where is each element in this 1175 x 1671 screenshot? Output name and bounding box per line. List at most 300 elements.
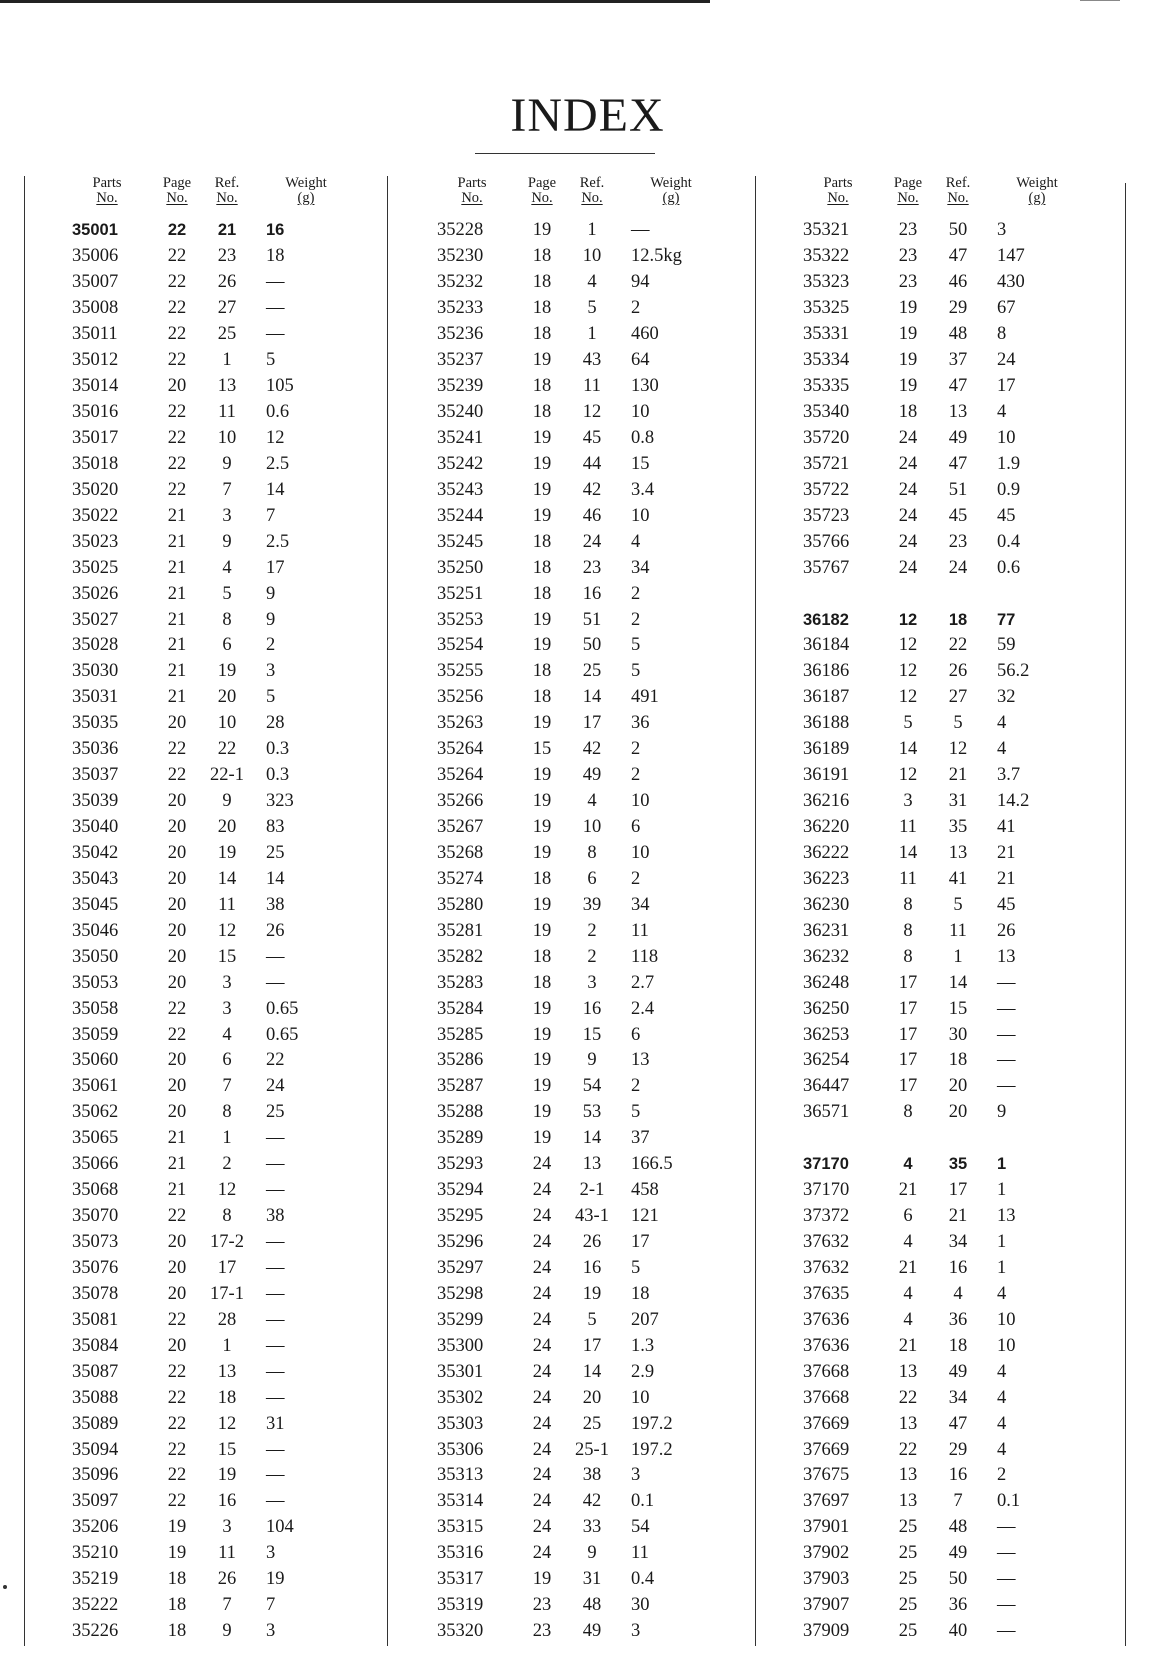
- page-no-cell: 22: [167, 1206, 187, 1227]
- table-row: [437, 1385, 711, 1411]
- table-row: [437, 1204, 711, 1230]
- ref-no-cell: 49: [582, 1621, 602, 1642]
- ref-no-cell: 4: [953, 1283, 963, 1304]
- parts-no-cell: 35073: [72, 1232, 119, 1253]
- weight-cell: 36: [631, 713, 650, 734]
- page-no-cell: 24: [532, 1180, 552, 1201]
- parts-no-cell: 35222: [72, 1595, 119, 1616]
- table-row: [72, 451, 346, 477]
- parts-no-cell: 35233: [437, 298, 484, 319]
- ref-no-cell: 26: [217, 272, 237, 293]
- weight-cell: 56.2: [997, 661, 1030, 682]
- table-row: [72, 1281, 346, 1307]
- weight-cell: 10: [631, 842, 650, 863]
- table-row: [72, 866, 346, 892]
- weight-cell: 3: [631, 1621, 641, 1642]
- parts-no-cell: 35767: [803, 557, 850, 578]
- ref-no-cell: 16: [582, 1257, 602, 1278]
- parts-no-cell: 35274: [437, 868, 484, 889]
- page-no-cell: 4: [903, 1309, 913, 1330]
- ref-no-cell: 8: [222, 1206, 232, 1227]
- page-no-cell: 19: [532, 427, 552, 448]
- ref-no-cell: 13: [217, 1361, 237, 1382]
- weight-cell: 2.5: [266, 453, 290, 474]
- table-row: [437, 970, 711, 996]
- parts-no-cell: 35046: [72, 920, 119, 941]
- weight-cell: 34: [631, 557, 650, 578]
- table-row: [437, 244, 711, 270]
- table-row: [437, 296, 711, 322]
- ref-no-cell: 9: [222, 1621, 232, 1642]
- parts-no-cell: 35340: [803, 402, 850, 423]
- parts-no-cell: 35006: [72, 246, 119, 267]
- table-row: [803, 348, 1077, 374]
- table-row: [803, 1281, 1077, 1307]
- page-no-cell: 24: [532, 1543, 552, 1564]
- parts-no-cell: 35267: [437, 817, 484, 838]
- page-no-cell: 19: [532, 920, 552, 941]
- page-no-cell: 24: [532, 1465, 552, 1486]
- top-rule: [0, 0, 710, 3]
- weight-header-line-2: (g): [662, 190, 680, 206]
- ref-no-cell: 5: [953, 713, 963, 734]
- weight-cell: —: [997, 1050, 1016, 1071]
- table-row: [803, 1463, 1077, 1489]
- table-row: [803, 607, 1077, 633]
- weight-cell: 21: [997, 842, 1016, 863]
- page-no-cell: 18: [532, 324, 552, 345]
- weight-cell: 21: [997, 868, 1016, 889]
- table-row: [437, 529, 711, 555]
- ref-no-cell: 16: [582, 998, 602, 1019]
- page-no-cell: 19: [532, 505, 552, 526]
- parts-no-cell: 35087: [72, 1361, 119, 1382]
- ref-no-cell: 33: [582, 1517, 602, 1538]
- table-row: [72, 1230, 346, 1256]
- weight-cell: 1: [997, 1257, 1007, 1278]
- table-row: [437, 1489, 711, 1515]
- parts-no-cell: 35068: [72, 1180, 119, 1201]
- page-no-cell: 20: [167, 946, 187, 967]
- column-divider: [1125, 183, 1126, 1646]
- weight-cell: 0.8: [631, 427, 655, 448]
- weight-cell: 207: [631, 1309, 659, 1330]
- parts-no-cell: 35244: [437, 505, 484, 526]
- page-no-cell: 24: [532, 1387, 552, 1408]
- page-no-header-line-1: Page: [162, 175, 192, 191]
- ref-no-cell: 5: [953, 894, 963, 915]
- ref-no-cell: 16: [217, 1491, 237, 1512]
- weight-cell: 59: [997, 635, 1016, 656]
- page-no-cell: 22: [167, 1024, 187, 1045]
- parts-no-header-line-1: Parts: [457, 175, 487, 191]
- table-row: [803, 503, 1077, 529]
- parts-no-cell: 35089: [72, 1413, 119, 1434]
- page-no-cell: 15: [532, 739, 552, 760]
- table-row: [803, 1074, 1077, 1100]
- ref-no-cell: 22-1: [210, 765, 244, 786]
- table-row: [803, 685, 1077, 711]
- page-no-cell: 21: [167, 1180, 187, 1201]
- page-no-cell: 22: [167, 246, 187, 267]
- ref-no-cell: 21: [217, 221, 237, 240]
- ref-no-cell: 10: [582, 817, 602, 838]
- ref-no-cell: 17: [217, 1257, 237, 1278]
- weight-cell: 2: [631, 609, 641, 630]
- page-no-cell: 19: [898, 376, 918, 397]
- table-row: [72, 996, 346, 1022]
- page-no-cell: 21: [167, 531, 187, 552]
- ref-no-cell: 11: [218, 894, 236, 915]
- parts-no-cell: 35096: [72, 1465, 119, 1486]
- table-row: [72, 1204, 346, 1230]
- page-no-cell: 8: [903, 946, 913, 967]
- parts-no-cell: 35251: [437, 583, 484, 604]
- table-row: [72, 892, 346, 918]
- weight-header-line-2: (g): [297, 190, 315, 206]
- table-row: [72, 1489, 346, 1515]
- ref-no-cell: 15: [217, 946, 237, 967]
- page-no-cell: 17: [898, 1076, 918, 1097]
- page-no-cell: 18: [898, 402, 918, 423]
- parts-no-cell: 35037: [72, 765, 119, 786]
- group-spacer: [803, 581, 1077, 607]
- page-no-cell: 24: [532, 1491, 552, 1512]
- page-no-cell: 22: [167, 402, 187, 423]
- parts-no-cell: 35255: [437, 661, 484, 682]
- page-no-cell: 19: [532, 1569, 552, 1590]
- ref-no-header-line-2: No.: [216, 190, 238, 206]
- parts-no-cell: 35300: [437, 1335, 484, 1356]
- column-header: [437, 176, 711, 218]
- ref-no-cell: 19: [217, 842, 237, 863]
- table-row: [437, 218, 711, 244]
- parts-no-cell: 35050: [72, 946, 119, 967]
- table-row: [437, 685, 711, 711]
- parts-no-cell: 37668: [803, 1361, 850, 1382]
- ref-no-cell: 1: [222, 1128, 232, 1149]
- table-row: [72, 296, 346, 322]
- ref-no-cell: 43-1: [575, 1206, 609, 1227]
- weight-cell: 10: [631, 402, 650, 423]
- ref-no-cell: 27: [948, 687, 968, 708]
- parts-no-cell: 35237: [437, 350, 484, 371]
- parts-no-cell: 35066: [72, 1154, 119, 1175]
- weight-cell: 0.6: [997, 557, 1021, 578]
- table-row: [72, 477, 346, 503]
- table-row: [437, 763, 711, 789]
- ref-no-cell: 51: [948, 479, 968, 500]
- ref-no-cell: 13: [582, 1154, 602, 1175]
- weight-cell: 9: [266, 583, 276, 604]
- parts-no-cell: 36220: [803, 817, 850, 838]
- parts-no-cell: 35023: [72, 531, 119, 552]
- weight-cell: 19: [266, 1569, 285, 1590]
- page-no-cell: 20: [167, 713, 187, 734]
- ref-no-cell: 34: [948, 1232, 968, 1253]
- page-no-cell: 24: [898, 427, 918, 448]
- ref-no-cell: 37: [948, 350, 968, 371]
- page-no-header: [523, 176, 561, 218]
- table-row: [803, 1307, 1077, 1333]
- ref-no-cell: 4: [587, 272, 597, 293]
- ref-no-cell: 3: [222, 1517, 232, 1538]
- weight-cell: —: [997, 1517, 1016, 1538]
- page-no-cell: 11: [899, 817, 917, 838]
- ref-no-cell: 21: [948, 765, 968, 786]
- weight-cell: 32: [997, 687, 1016, 708]
- page-no-cell: 12: [898, 610, 918, 629]
- table-row: [72, 1022, 346, 1048]
- parts-no-cell: 35293: [437, 1154, 484, 1175]
- weight-cell: 14: [266, 479, 285, 500]
- table-row: [72, 1307, 346, 1333]
- ref-no-cell: 29: [948, 298, 968, 319]
- ref-no-cell: 2: [587, 920, 597, 941]
- ref-no-cell: 7: [953, 1491, 963, 1512]
- page-no-cell: 22: [167, 998, 187, 1019]
- weight-cell: 17: [997, 376, 1016, 397]
- page-no-cell: 21: [167, 1154, 187, 1175]
- table-row: [72, 1619, 346, 1645]
- page-no-cell: 19: [532, 998, 552, 1019]
- page-no-cell: 19: [532, 894, 552, 915]
- ref-no-header-line-2: No.: [947, 190, 969, 206]
- ref-no-header-line-1: Ref.: [579, 175, 605, 191]
- weight-cell: 4: [997, 402, 1007, 423]
- weight-cell: 11: [631, 1543, 649, 1564]
- weight-header: [262, 176, 346, 218]
- page-no-cell: 12: [898, 687, 918, 708]
- parts-no-cell: 35303: [437, 1413, 484, 1434]
- table-row: [437, 1463, 711, 1489]
- ref-no-cell: 42: [582, 479, 602, 500]
- parts-no-cell: 36222: [803, 842, 850, 863]
- weight-cell: —: [266, 1361, 285, 1382]
- page-no-cell: 18: [532, 531, 552, 552]
- table-row: [437, 1256, 711, 1282]
- weight-cell: —: [266, 1335, 285, 1356]
- parts-no-cell: 35070: [72, 1206, 119, 1227]
- parts-no-cell: 37170: [803, 1155, 849, 1174]
- page-no-header-line-2: No.: [897, 190, 919, 206]
- parts-no-cell: 35088: [72, 1387, 119, 1408]
- table-row: [803, 659, 1077, 685]
- parts-no-cell: 35289: [437, 1128, 484, 1149]
- table-row: [803, 555, 1077, 581]
- table-row: [72, 1100, 346, 1126]
- ref-no-cell: 1: [222, 1335, 232, 1356]
- parts-no-cell: 35007: [72, 272, 119, 293]
- parts-no-cell: 36216: [803, 791, 850, 812]
- page-no-cell: 22: [167, 350, 187, 371]
- weight-cell: 10: [631, 1387, 650, 1408]
- weight-cell: 166.5: [631, 1154, 673, 1175]
- page-no-cell: 19: [532, 765, 552, 786]
- ref-no-cell: 20: [582, 1387, 602, 1408]
- table-row: [72, 944, 346, 970]
- ref-no-cell: 14: [217, 868, 237, 889]
- ref-no-cell: 45: [582, 427, 602, 448]
- weight-cell: 18: [266, 246, 285, 267]
- page-no-cell: 22: [167, 298, 187, 319]
- parts-no-cell: 37636: [803, 1335, 850, 1356]
- parts-no-cell: 35239: [437, 376, 484, 397]
- parts-no-cell: 35288: [437, 1102, 484, 1123]
- weight-cell: 0.65: [266, 998, 299, 1019]
- parts-no-cell: 35331: [803, 324, 850, 345]
- table-row: [803, 1178, 1077, 1204]
- parts-no-cell: 37632: [803, 1232, 850, 1253]
- ref-no-cell: 50: [948, 1569, 968, 1590]
- table-row: [72, 1048, 346, 1074]
- parts-no-cell: 35254: [437, 635, 484, 656]
- table-row: [803, 529, 1077, 555]
- parts-no-cell: 35039: [72, 791, 119, 812]
- weight-cell: 0.3: [266, 765, 290, 786]
- page-no-cell: 17: [898, 1050, 918, 1071]
- ref-no-cell: 50: [948, 220, 968, 241]
- ref-no-cell: 44: [582, 453, 602, 474]
- parts-no-cell: 35043: [72, 868, 119, 889]
- group-spacer: [803, 1126, 1077, 1152]
- page-no-header-line-1: Page: [527, 175, 557, 191]
- page-no-cell: 14: [898, 739, 918, 760]
- ref-no-cell: 12: [948, 739, 968, 760]
- ref-no-cell: 18: [948, 1335, 968, 1356]
- ref-no-cell: 20: [948, 1102, 968, 1123]
- parts-no-cell: 35084: [72, 1335, 119, 1356]
- parts-no-cell: 37909: [803, 1621, 850, 1642]
- ref-no-cell: 14: [582, 687, 602, 708]
- table-row: [437, 1333, 711, 1359]
- page-no-cell: 21: [167, 505, 187, 526]
- table-row: [437, 659, 711, 685]
- table-row: [437, 1619, 711, 1645]
- parts-no-cell: 37903: [803, 1569, 850, 1590]
- table-row: [72, 1515, 346, 1541]
- column-divider: [24, 176, 25, 1646]
- parts-no-cell: 35253: [437, 609, 484, 630]
- page-no-cell: 3: [903, 791, 913, 812]
- ref-no-cell: 15: [948, 998, 968, 1019]
- weight-cell: 5: [266, 687, 276, 708]
- ref-no-cell: 19: [582, 1283, 602, 1304]
- table-row: [437, 400, 711, 426]
- page-no-cell: 25: [898, 1543, 918, 1564]
- ref-no-cell: 14: [582, 1128, 602, 1149]
- weight-header-line-1: Weight: [1016, 175, 1058, 191]
- page-no-cell: 22: [898, 1439, 918, 1460]
- weight-cell: 0.6: [266, 402, 290, 423]
- column-divider: [755, 176, 756, 1646]
- page-no-cell: 23: [898, 272, 918, 293]
- ref-no-cell: 13: [217, 376, 237, 397]
- page-no-cell: 24: [532, 1413, 552, 1434]
- parts-no-cell: 35322: [803, 246, 850, 267]
- ref-no-cell: 17: [582, 713, 602, 734]
- weight-cell: 15: [631, 453, 650, 474]
- ref-no-cell: 45: [948, 505, 968, 526]
- ref-no-cell: 18: [948, 610, 968, 629]
- parts-no-cell: 35022: [72, 505, 119, 526]
- weight-cell: 10: [631, 791, 650, 812]
- ref-no-cell: 8: [222, 1102, 232, 1123]
- ref-no-cell: 17: [948, 1180, 968, 1201]
- page-title: INDEX: [510, 89, 665, 142]
- table-row: [72, 970, 346, 996]
- parts-no-cell: 36447: [803, 1076, 850, 1097]
- weight-cell: —: [266, 272, 285, 293]
- weight-cell: 1: [997, 1232, 1007, 1253]
- parts-no-cell: 35219: [72, 1569, 119, 1590]
- weight-cell: 197.2: [631, 1439, 673, 1460]
- weight-cell: 4: [997, 1439, 1007, 1460]
- page-no-cell: 23: [532, 1621, 552, 1642]
- parts-no-cell: 36231: [803, 920, 850, 941]
- table-row: [437, 503, 711, 529]
- ref-no-cell: 43: [582, 350, 602, 371]
- table-row: [72, 633, 346, 659]
- page-no-cell: 8: [903, 1102, 913, 1123]
- ref-no-cell: 8: [587, 842, 597, 863]
- ref-no-cell: 48: [948, 1517, 968, 1538]
- ref-no-header: [935, 176, 981, 218]
- parts-no-cell: 35027: [72, 609, 119, 630]
- ref-no-cell: 13: [948, 842, 968, 863]
- page-no-cell: 24: [898, 505, 918, 526]
- table-row: [803, 1567, 1077, 1593]
- parts-no-cell: 35094: [72, 1439, 119, 1460]
- parts-no-cell: 37902: [803, 1543, 850, 1564]
- table-row: [72, 1126, 346, 1152]
- page-no-cell: 24: [532, 1361, 552, 1382]
- weight-cell: —: [266, 1387, 285, 1408]
- parts-no-cell: 35040: [72, 817, 119, 838]
- page-no-cell: 21: [167, 661, 187, 682]
- parts-no-cell: 35335: [803, 376, 850, 397]
- page-no-cell: 21: [167, 635, 187, 656]
- parts-no-cell: 35226: [72, 1621, 119, 1642]
- weight-cell: 14.2: [997, 791, 1030, 812]
- weight-cell: 41: [997, 817, 1016, 838]
- table-row: [803, 841, 1077, 867]
- index-column-1: [72, 176, 346, 1645]
- weight-cell: 3.7: [997, 765, 1021, 786]
- ref-no-cell: 40: [948, 1621, 968, 1642]
- weight-cell: 7: [266, 505, 276, 526]
- parts-no-cell: 35302: [437, 1387, 484, 1408]
- ref-no-header-line-2: No.: [581, 190, 603, 206]
- table-row: [803, 270, 1077, 296]
- ref-no-cell: 3: [222, 998, 232, 1019]
- page-no-cell: 24: [898, 531, 918, 552]
- weight-cell: 67: [997, 298, 1016, 319]
- table-row: [437, 1437, 711, 1463]
- ref-no-cell: 12: [582, 402, 602, 423]
- weight-cell: 1: [997, 1180, 1007, 1201]
- page-no-cell: 20: [167, 842, 187, 863]
- parts-no-cell: 36186: [803, 661, 850, 682]
- weight-cell: 197.2: [631, 1413, 673, 1434]
- page-no-cell: 24: [532, 1283, 552, 1304]
- table-row: [72, 529, 346, 555]
- table-row: [803, 426, 1077, 452]
- weight-cell: —: [266, 1491, 285, 1512]
- weight-cell: 17: [266, 557, 285, 578]
- parts-no-cell: 35232: [437, 272, 484, 293]
- parts-no-cell: 35319: [437, 1595, 484, 1616]
